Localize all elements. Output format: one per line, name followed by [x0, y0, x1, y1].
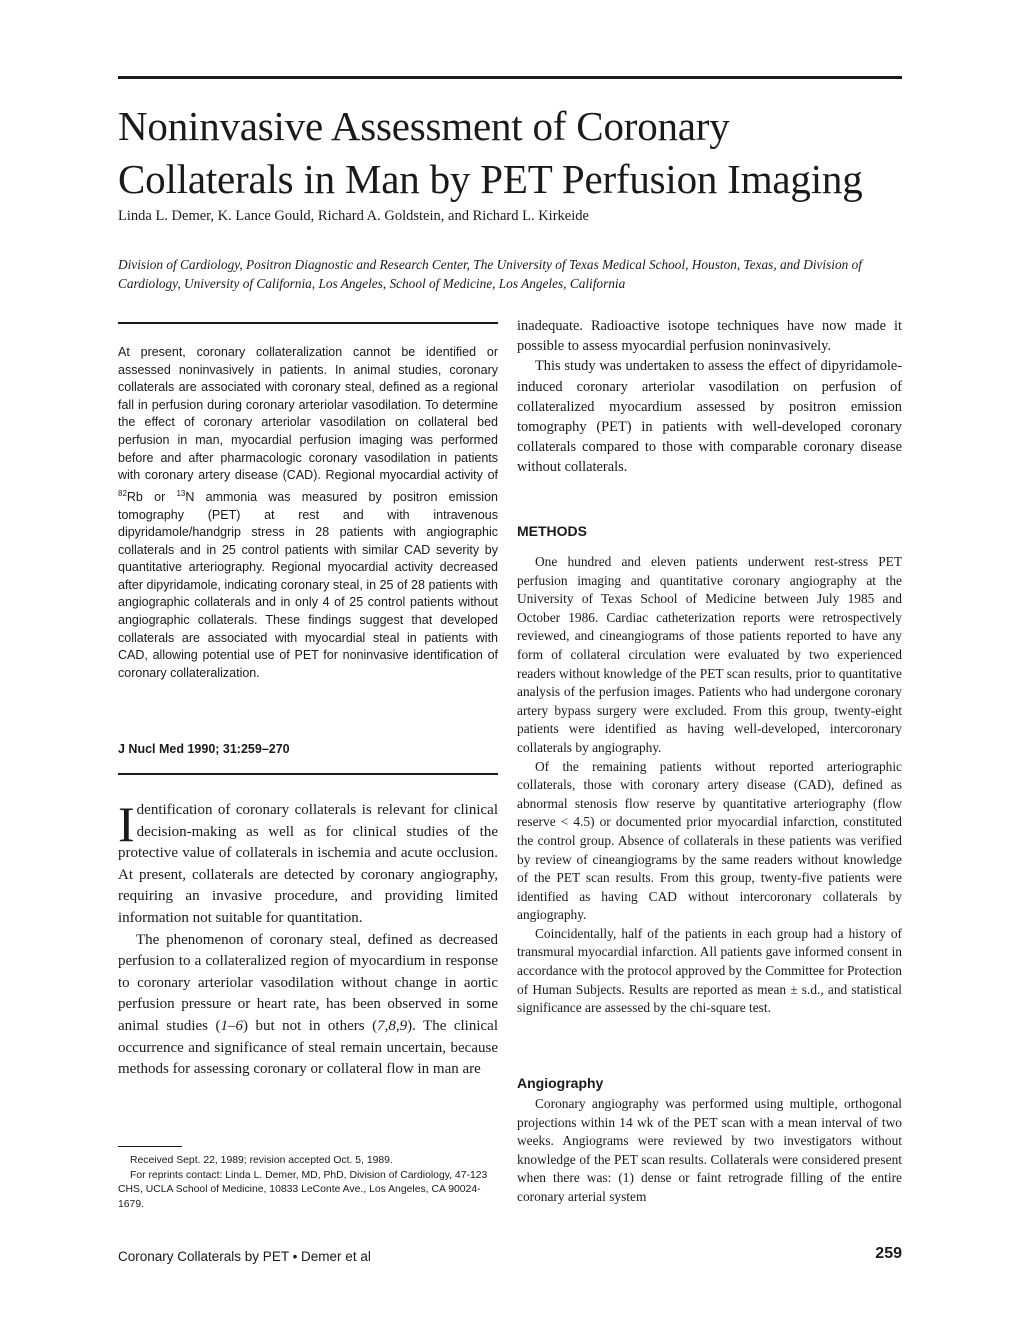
- rb-mass-number: 82: [118, 488, 127, 498]
- intro-paragraph-3: This study was undertaken to assess the effect of dipyridamole-induced coronary arteriolar vasodilation on perfusion of collateralized myocardium assessed by positron emission tomography (PET) in patients with well-developed coronary collaterals compared to those with comparable coronary disease without collaterals.: [517, 358, 902, 476]
- drop-cap: I: [118, 796, 135, 852]
- intro-paragraph-1: dentification of coronary collaterals is relevant for clinical decision-making as well as for clinical studies of the protective value of collaterals in ischemia and acute occlusion. At present, collaterals are detected by coronary angiography, requiring an invasive procedure, and providing limited information not suitable for quantitation.: [118, 802, 498, 926]
- angiography-section: [517, 1095, 902, 1207]
- angiography-paragraph-1: Coronary angiography was performed using multiple, orthogonal projections within 14 wk of the PET scan with a mean interval of two weeks. Angiograms were reviewed by two investigators without knowledge of the PET scan results. Collaterals were considered present when there was: (1) dense or faint retrograde filling of the entire coronary arterial system: [517, 1096, 902, 1204]
- abstract-text-b: Rb or: [126, 489, 177, 504]
- footnote-rule: [118, 1146, 182, 1147]
- running-footer: Coronary Collaterals by PET • Demer et al: [118, 1249, 371, 1264]
- title-line-2: Collaterals in Man by PET Perfusion Imaging: [118, 156, 863, 202]
- methods-paragraph-2: Of the remaining patients without reported arteriographic collaterals, those with coronary artery disease (CAD), defined as abnormal stenosis flow reserve by quantitative arteriography (flow reserve < 4.5) or documented prior myocardial infarction, constituted the control group. Absence of collaterals in these patients was verified by review of cineangiograms by the same readers without knowledge of the PET scan results. From this group, twenty-five patients were identified as having CAD without intercoronary collaterals by angiography.: [517, 758, 902, 923]
- abstract-text-a: At present, coronary collateralization cannot be identified or assessed noninvasively in patients. In animal studies, coronary collaterals are associated with coronary steal, defined as a regional fall in perfusion during coronary arteriolar vasodilation. To determine the effect of coronary arteriolar vasodilation on collateral bed perfusion in man, myocardial perfusion imaging was performed before and after pharmacologic coronary vasodilation in patients with coronary artery disease (CAD). Regional myocardial activity of: [118, 345, 498, 483]
- article-title: [118, 100, 918, 206]
- footnotes: [118, 1154, 503, 1212]
- intro-p2-text-c: ). The clinical occurrence and significance of steal remain uncertain, because methods for assessing coronary or collateral flow in man are: [118, 1017, 498, 1078]
- abstract-bottom-rule: [118, 773, 498, 775]
- author-affiliation: Division of Cardiology, Positron Diagnostic and Research Center, The University of Texas Medical School, Houston, Texas, and Division of Cardiology, University of California, Los Angeles, School of Medicine, Los Angeles, California: [118, 257, 862, 291]
- methods-heading: METHODS: [517, 523, 587, 539]
- journal-citation: J Nucl Med 1990; 31:259–270: [118, 742, 290, 756]
- methods-paragraph-1: One hundred and eleven patients underwent rest-stress PET perfusion imaging and quantitative coronary angiography at the University of Texas School of Medicine between July 1985 and October 1986. Cardiac catheterization reports were retrospectively reviewed, and cineangiograms of those patients reported to have any form of collateral circulation were evaluated by two experienced readers without knowledge of the PET scan results, prior to quantitative analysis of the perfusion images. Patients who had undergone coronary artery bypass surgery were excluded. From this group, twenty-eight patients were identified as having well-developed, intercoronary collaterals by angiography.: [517, 554, 902, 755]
- author-list: Linda L. Demer, K. Lance Gould, Richard A. Goldstein, and Richard L. Kirkeide: [118, 208, 589, 224]
- introduction-right-column: [517, 316, 902, 478]
- intro-paragraph-2: [118, 930, 498, 1081]
- title-line-1: Noninvasive Assessment of Coronary: [118, 103, 730, 149]
- abstract: [118, 344, 498, 682]
- intro-p2-text-a: The phenomenon of coronary steal, defined as decreased perfusion to a collateralized region of myocardium in response to coronary arteriolar vasodilation without change in aortic perfusion pressure or heart rate, has been observed in some animal studies (: [118, 931, 498, 1034]
- reference-citation: 1–6: [220, 1017, 243, 1034]
- top-rule: [118, 76, 902, 79]
- introduction-left-column: [118, 796, 498, 1081]
- n-mass-number: 13: [176, 488, 186, 498]
- methods-paragraph-3: Coincidentally, half of the patients in each group had a history of transmural myocardial infarction. All patients gave informed consent in accordance with the protocol approved by the Committee for Protection of Human Subjects. Results are reported as mean ± s.d., and statistical significance are assessed by the chi-square test.: [517, 925, 902, 1016]
- intro-paragraph-2-continued: inadequate. Radioactive isotope techniques have now made it possible to assess myocardial perfusion noninvasively.: [517, 318, 902, 355]
- angiography-heading: Angiography: [517, 1075, 604, 1091]
- abstract-top-rule: [118, 322, 498, 324]
- reference-citation: 7,8,9: [377, 1017, 408, 1034]
- methods-section: [517, 553, 902, 1018]
- reprints-note: For reprints contact: Linda L. Demer, MD, PhD, Division of Cardiology, 47-123 CHS, UCLA School of Medicine, 10833 LeConte Ave., Los Angeles, CA 90024-1679.: [118, 1169, 488, 1210]
- received-note: Received Sept. 22, 1989; revision accepted Oct. 5, 1989.: [130, 1155, 393, 1166]
- intro-p2-text-b: ) but not in others (: [242, 1017, 378, 1034]
- page-number: 259: [875, 1245, 902, 1262]
- abstract-text-c: N ammonia was measured by positron emission tomography (PET) at rest and with intravenous dipyridamole/handgrip stress in 28 patients with angiographic collaterals and in 25 control patients with similar CAD severity by quantitative arteriography. Regional myocardial activity decreased after dipyridamole, indicating coronary steal, in 25 of 28 patients with angiographic collaterals and in only 4 of 25 control patients without angiographic collaterals. These findings suggest that developed collaterals are associated with myocardial steal in patients with CAD, allowing potential use of PET for noninvasive identification of coronary collateralization.: [118, 489, 498, 680]
